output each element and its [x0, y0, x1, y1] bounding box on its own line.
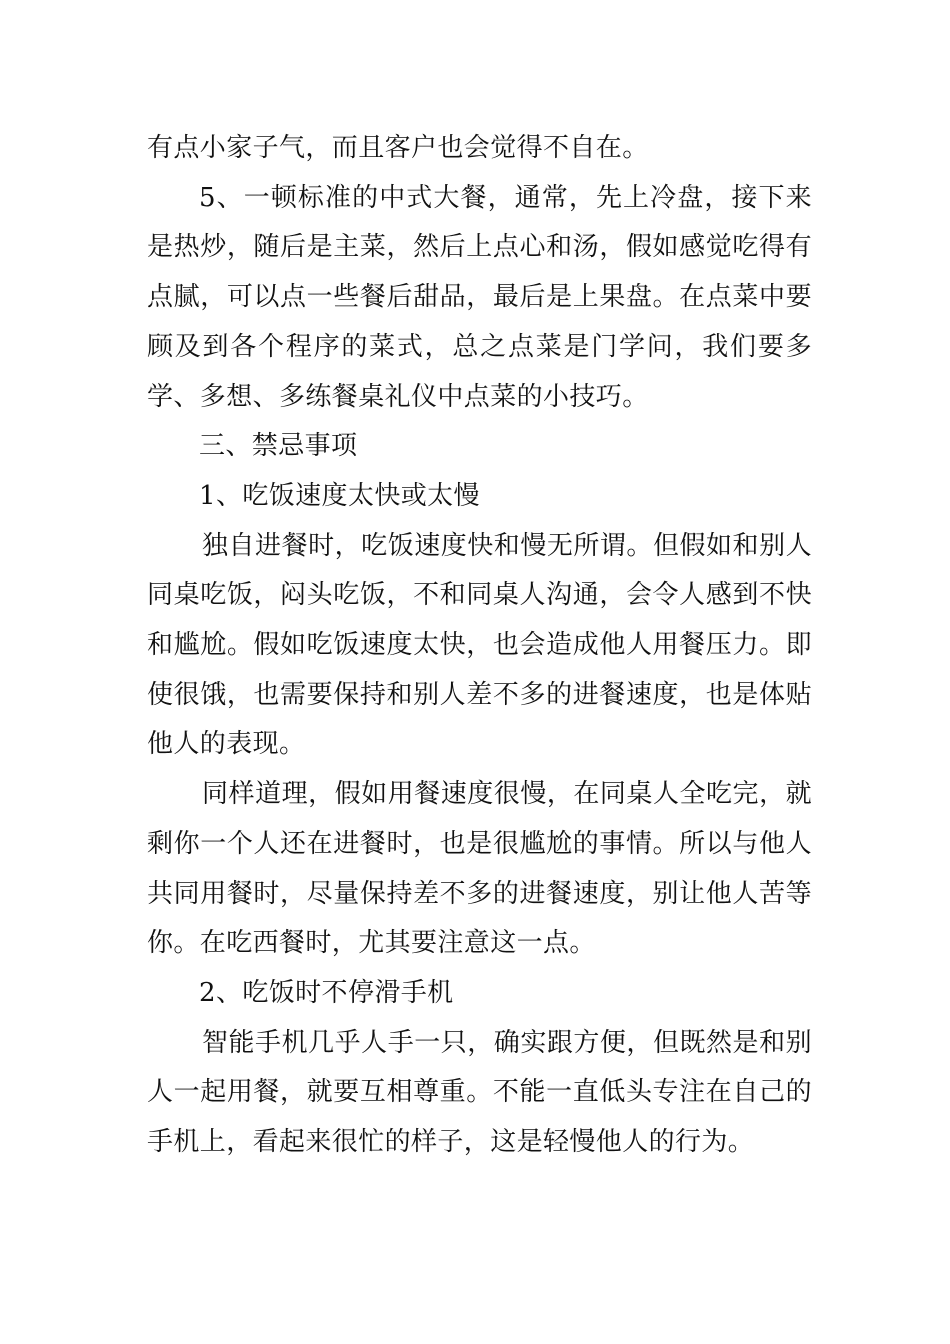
paragraph-point-5: 5、一顿标准的中式大餐，通常，先上冷盘，接下来是热炒，随后是主菜，然后上点心和汤，假如感觉吃得有点腻，可以点一些餐后甜品，最后是上果盘。在点菜中要顾及到各个程序的菜式，总之点菜是门学问，我们要多学、多想、多练餐桌礼仪中点菜的小技巧。	[147, 182, 812, 412]
subheading-eating-speed: 1、吃饭速度太快或太慢	[199, 480, 480, 511]
paragraph-slow-eating: 同样道理，假如用餐速度很慢，在同桌人全吃完，就剩你一个人还在进餐时，也是很尴尬的事情。所以与他人共同用餐时，尽量保持差不多的进餐速度，别让他人苦等你。在吃西餐时，尤其要注意这一点。	[147, 779, 812, 959]
paragraph-eating-speed: 独自进餐时，吃饭速度快和慢无所谓。但假如和别人同桌吃饭，闷头吃饭，不和同桌人沟通，会令人感到不快和尴尬。假如吃饭速度太快，也会造成他人用餐压力。即使很饿，也需要保持和别人差不多的进餐速度，也是体贴他人的表现。	[147, 530, 812, 760]
document-body	[147, 124, 812, 1168]
subheading-phone-use: 2、吃饭时不停滑手机	[199, 977, 454, 1008]
paragraph-phone-use: 智能手机几乎人手一只，确实跟方便，但既然是和别人一起用餐，就要互相尊重。不能一直低头专注在自己的手机上，看起来很忙的样子，这是轻慢他人的行为。	[147, 1027, 812, 1158]
section-heading-taboos: 三、禁忌事项	[199, 431, 358, 462]
paragraph-continuation: 有点小家子气，而且客户也会觉得不自在。	[147, 133, 649, 163]
